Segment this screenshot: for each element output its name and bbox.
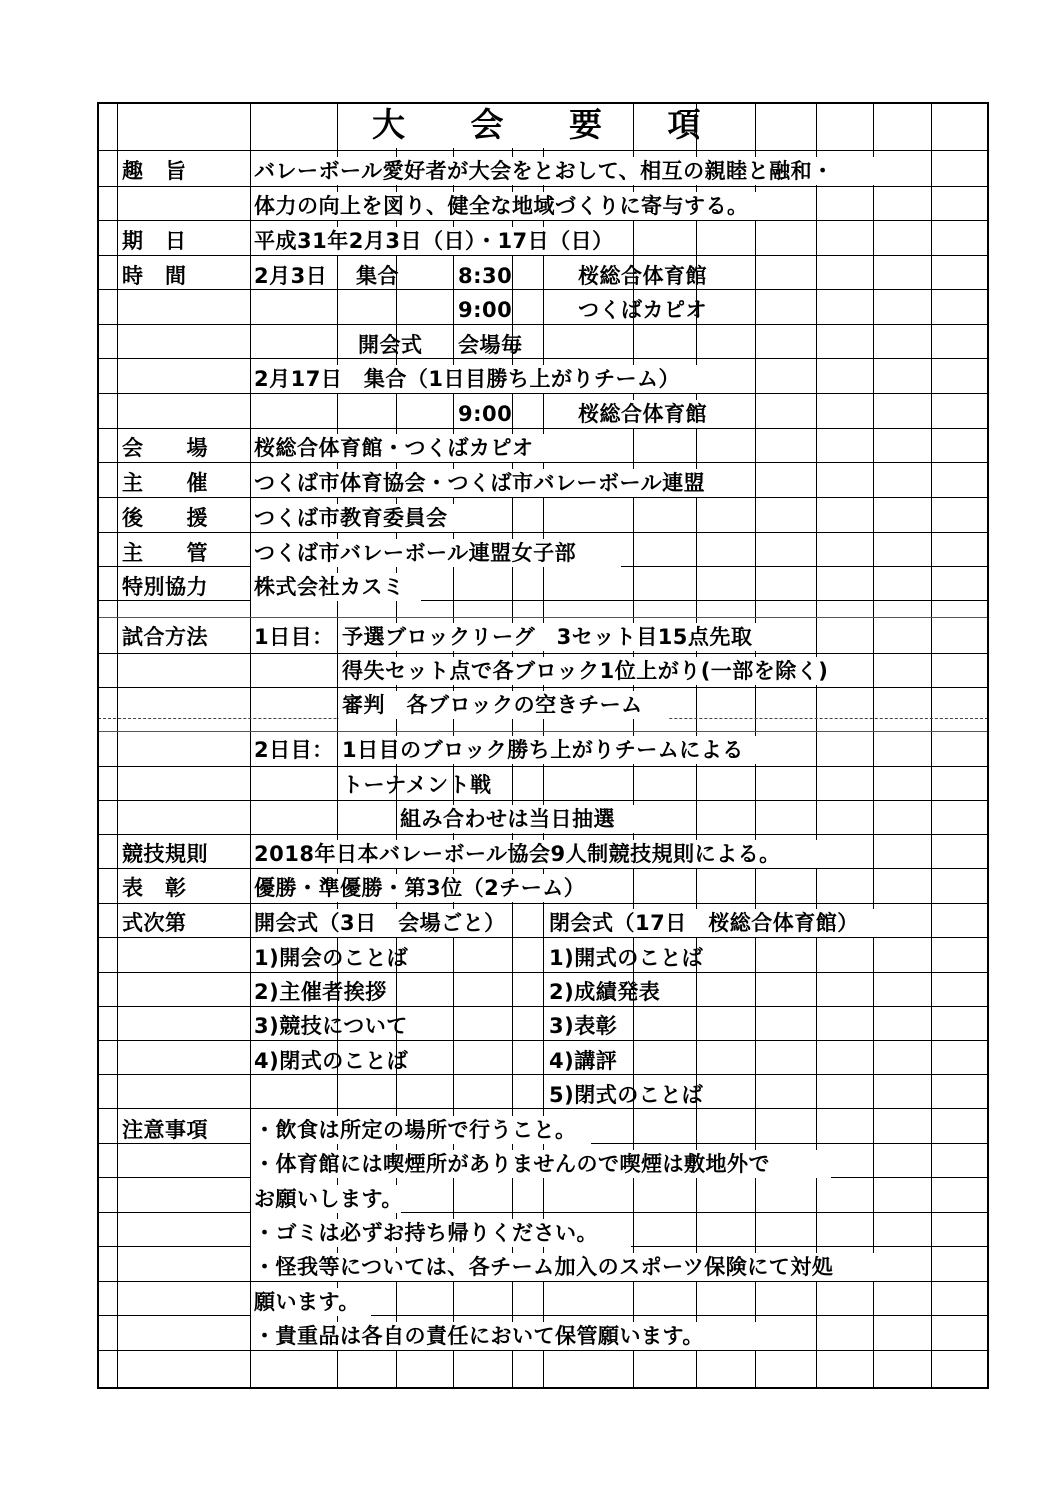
format-day1-line-1: 予選ブロックリーグ 3セット目15点先取	[342, 625, 753, 649]
grid-row-line	[98, 766, 988, 767]
notes-line-6: 願います。	[254, 1290, 360, 1314]
opening-item-2: 2)主催者挨拶	[254, 980, 387, 1004]
label-support: 後 援	[122, 506, 208, 530]
rules-text: 2018年日本バレーボール協会9人制競技規則による。	[254, 842, 781, 866]
label-venue: 会 場	[122, 436, 208, 460]
grid-row-line	[98, 834, 988, 835]
label-rules: 競技規則	[122, 842, 208, 866]
format-day2-label: 2日目：	[254, 738, 334, 762]
format-day1-line-2: 得失セット点で各ブロック1位上がり(一部を除く)	[342, 659, 829, 683]
label-notes: 注意事項	[122, 1118, 208, 1142]
notes-line-3: お願いします。	[254, 1187, 403, 1211]
label-program: 式次第	[122, 911, 187, 935]
label-purpose: 趣 旨	[122, 159, 187, 183]
format-day1-label: 1日目：	[254, 625, 334, 649]
grid-row-line	[98, 903, 988, 904]
cooperation-text: 株式会社カスミ	[254, 575, 405, 599]
grid-column-line	[117, 103, 118, 1388]
label-host: 主 催	[122, 471, 208, 495]
notes-line-4: ・ゴミは必ずお持ち帰りください。	[254, 1221, 598, 1245]
grid-row-line	[98, 462, 988, 463]
grid-row-line	[98, 358, 988, 359]
grid-row-line	[98, 324, 988, 325]
management-text: つくば市バレーボール連盟女子部	[254, 541, 577, 565]
day2-time: 9:00	[458, 402, 513, 426]
label-dates: 期 日	[122, 229, 187, 253]
host-text: つくば市体育協会・つくば市バレーボール連盟	[254, 471, 706, 495]
grid-row-line	[98, 532, 988, 533]
format-day2-line-1: 1日目のブロック勝ち上がりチームによる	[342, 738, 744, 762]
notes-line-5: ・怪我等については、各チーム加入のスポーツ保険にて対処	[254, 1255, 834, 1279]
format-day1-line-3: 審判 各ブロックの空きチーム	[342, 693, 643, 717]
grid-row-line	[98, 653, 988, 654]
opening-header: 開会式（3日 会場ごと）	[254, 911, 506, 935]
day2-venue: 桜総合体育館	[578, 402, 707, 426]
support-text: つくば市教育委員会	[254, 506, 448, 530]
closing-item-5: 5)閉式のことば	[549, 1083, 704, 1107]
grid-row-line	[98, 600, 988, 601]
closing-header: 閉会式（17日 桜総合体育館）	[549, 911, 859, 935]
grid-row-line	[98, 150, 988, 151]
venue-text: 桜総合体育館・つくばカピオ	[254, 436, 534, 460]
day1-ceremony-label: 開会式	[358, 333, 423, 357]
grid-row-line	[98, 289, 988, 290]
notes-line-7: ・貴重品は各自の責任において保管願います。	[254, 1324, 704, 1348]
opening-item-3: 3)競技について	[254, 1014, 408, 1038]
grid-row-line	[98, 687, 988, 688]
day1-venue-2: つくばカピオ	[578, 298, 707, 322]
closing-item-2: 2)成績発表	[549, 980, 661, 1004]
grid-row-line	[98, 428, 988, 429]
grid-row-line	[98, 1006, 988, 1007]
notes-line-2: ・体育館には喫煙所がありませんので喫煙は敷地外で	[254, 1152, 770, 1176]
opening-item-1: 1)開会のことば	[254, 946, 409, 970]
format-day2-line-2: トーナメント戦	[342, 773, 492, 797]
notes-line-1: ・飲食は所定の場所で行うこと。	[254, 1118, 577, 1142]
grid-row-line	[98, 1212, 988, 1213]
grid-row-line	[98, 1074, 988, 1075]
opening-item-4: 4)閉式のことば	[254, 1049, 409, 1073]
grid-row-line	[98, 1108, 988, 1109]
page-title: 大 会 要 項	[372, 105, 728, 144]
grid-column-line	[931, 103, 932, 1388]
label-awards: 表 彰	[122, 876, 187, 900]
closing-item-1: 1)開式のことば	[549, 946, 704, 970]
grid-row-line	[98, 1040, 988, 1041]
day1-assembly: 集合	[356, 264, 399, 288]
grid-column-line	[873, 103, 874, 1388]
grid-row-line	[98, 731, 988, 732]
closing-item-4: 4)講評	[549, 1049, 618, 1073]
day1-time-1: 8:30	[458, 264, 513, 288]
dates-text: 平成31年2月3日（日）・17日（日）	[254, 229, 614, 253]
grid-row-line	[98, 800, 988, 801]
grid-row-line	[98, 186, 988, 187]
purpose-line-2: 体力の向上を図り、健全な地域づくりに寄与する。	[254, 194, 749, 218]
day1-venue-1: 桜総合体育館	[578, 264, 707, 288]
grid-column-line	[816, 103, 817, 1388]
label-cooperation: 特別協力	[122, 575, 208, 599]
grid-row-line	[98, 1315, 988, 1316]
label-management: 主 管	[122, 541, 208, 565]
format-day2-line-3: 組み合わせは当日抽選	[400, 807, 615, 831]
label-time: 時 間	[122, 264, 187, 288]
grid-row-line	[98, 972, 988, 973]
label-format: 試合方法	[122, 625, 208, 649]
purpose-line-1: バレーボール愛好者が大会をとおして、相互の親睦と融和・	[254, 159, 834, 183]
closing-item-3: 3)表彰	[549, 1014, 618, 1038]
day1-ceremony-place: 会場毎	[458, 333, 523, 357]
grid-row-line	[98, 617, 988, 618]
day1-time-2: 9:00	[458, 298, 513, 322]
awards-text: 優勝・準優勝・第3位（2チーム）	[254, 876, 586, 900]
day1-date: 2月3日	[254, 264, 328, 288]
day2-date-line: 2月17日 集合（1日目勝ち上がりチーム）	[254, 367, 680, 391]
